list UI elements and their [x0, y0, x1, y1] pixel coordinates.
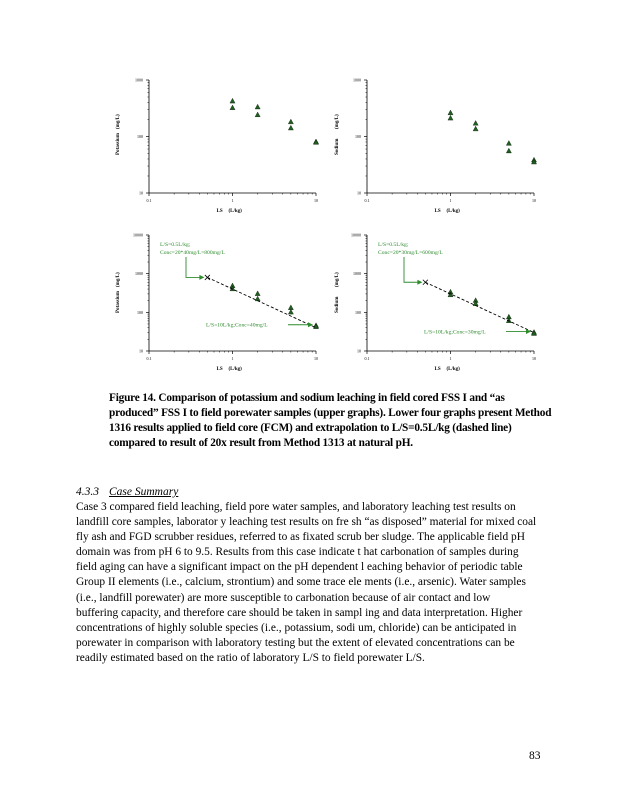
data-point	[255, 104, 260, 109]
data-point	[473, 126, 478, 131]
y-axis-label: Sodium	[335, 138, 340, 155]
caption-line: produced” FSS I to field porewater samples (upper graphs). Lower four graphs present Method	[109, 407, 552, 419]
chart-potassium-upper	[116, 78, 319, 215]
x-tick-label: 10	[314, 198, 318, 203]
x-axis-unit: (L/kg)	[228, 209, 242, 214]
annotation-ls-low: L/S=0.5L/kg;	[160, 242, 191, 248]
y-tick-label: 1000	[135, 77, 143, 83]
data-point	[448, 110, 453, 115]
annotation-ls-low: L/S=0.5L/kg;	[378, 242, 409, 248]
data-point	[473, 120, 478, 125]
x-tick-label: 0.1	[364, 356, 370, 361]
body-line: fly ash and FGD scrubber residues, referred to as fixated scrub ber sludge. The applicable field pH	[76, 531, 525, 544]
x-axis-unit: (L/kg)	[446, 367, 460, 372]
x-tick-label: 10	[314, 356, 318, 361]
data-point	[255, 112, 260, 117]
x-tick-label: 1	[231, 356, 234, 361]
data-point	[288, 119, 293, 124]
figure-caption	[109, 391, 557, 451]
data-point	[230, 98, 235, 103]
x-axis-label: LS	[216, 367, 223, 372]
chart-potassium-lower	[116, 233, 319, 373]
extrapolation-line	[425, 282, 534, 332]
y-tick-label: 10	[139, 190, 143, 196]
x-tick-label: 10	[532, 198, 536, 203]
y-axis-unit: (mg/L)	[335, 272, 340, 287]
x-tick-label: 10	[532, 356, 536, 361]
caption-line: Figure 14. Comparison of potassium and sodium leaching in field cored FSS I and “as	[109, 392, 505, 404]
data-point	[288, 305, 293, 310]
data-point	[255, 296, 260, 301]
x-axis-unit: (L/kg)	[228, 367, 242, 372]
body-line: porewater in comparison with laboratory testing but the extent of elevated concentrations can be	[76, 636, 515, 649]
y-axis-label: Potassium	[116, 291, 121, 313]
y-tick-label: 100	[137, 309, 143, 315]
data-point	[448, 115, 453, 120]
caption-line: compared to result of 20x result from Method 1313 at natural pH.	[109, 437, 413, 449]
body-paragraph	[76, 500, 556, 666]
data-point	[506, 141, 511, 146]
annotation-conc-low: Conc=20*40mg/L=800mg/L	[160, 250, 225, 256]
chart-sodium-upper	[335, 78, 537, 215]
body-line: concentrations of highly soluble species (i.e., potassium, sodi um, chloride) can be anticipated in	[76, 621, 517, 634]
annotation-arrowhead	[417, 280, 422, 285]
annotation-ls-high: L/S=10L/kg;Conc=30mg/L	[424, 329, 486, 336]
x-axis-label: LS	[434, 367, 441, 372]
body-line: (i.e., landfill porewater) are more susceptible to carbonation because of air contact and low	[76, 591, 491, 604]
y-tick-label: 10000	[351, 232, 361, 238]
page-number: 83	[529, 750, 541, 762]
y-tick-label: 10	[139, 348, 143, 354]
extrapolation-line	[207, 277, 316, 327]
body-line: readily estimated based on the ratio of laboratory L/S to field porewater L/S.	[76, 651, 425, 664]
chart-sodium-lower	[335, 233, 537, 373]
body-line: buffering capacity, and therefore care should be taken in sampl ing and data interpretation. Higher	[76, 606, 523, 619]
x-tick-label: 0.1	[146, 356, 152, 361]
caption-line: 1316 results applied to field core (FCM) and extrapolation to L/S=0.5L/kg (dashed line)	[109, 422, 512, 434]
x-axis-unit: (L/kg)	[446, 209, 460, 214]
y-axis-label: Sodium	[335, 296, 340, 313]
x-axis-label: LS	[434, 209, 441, 214]
y-tick-label: 100	[355, 134, 361, 139]
data-point	[313, 140, 318, 145]
y-tick-label: 10	[357, 190, 361, 196]
x-tick-label: 0.1	[146, 198, 152, 203]
data-point	[506, 148, 511, 153]
x-tick-label: 1	[449, 198, 452, 203]
annotation-ls-high: L/S=10L/kg;Conc=40mg/L	[206, 322, 268, 329]
annotation-arrowhead	[199, 275, 204, 280]
y-tick-label: 1000	[353, 77, 361, 83]
section-title: Case Summary	[109, 486, 179, 498]
y-tick-label: 100	[137, 134, 143, 139]
body-line: field aging can have a significant impact on the pH dependent l eaching behavior of periodic table	[76, 561, 523, 574]
body-line: Case 3 compared field leaching, field pore water samples, and laboratory leaching test results on	[76, 501, 516, 513]
data-point	[230, 105, 235, 110]
y-tick-label: 100	[355, 309, 361, 315]
y-tick-label: 1000	[353, 271, 361, 277]
y-tick-label: 1000	[135, 271, 143, 277]
y-tick-label: 10000	[133, 232, 143, 238]
x-tick-label: 1	[231, 198, 234, 203]
figure	[0, 0, 618, 390]
y-axis-label: Potassium	[116, 133, 121, 155]
body-line: Group II elements (i.e., calcium, strontium) and some trace ele ments (i.e., arsenic). Water samples	[76, 576, 526, 589]
annotation-arrowhead	[308, 322, 313, 327]
data-point	[255, 291, 260, 296]
annotation-arrowhead	[526, 329, 531, 334]
body-line: landfill core samples, laborator y leaching test results on fre sh “as disposed” material for mixed coal	[76, 516, 537, 529]
x-axis-label: LS	[216, 209, 223, 214]
body-line: domain was from pH 6 to 9.5. Results from this case indicate t hat carbonation of samples during	[76, 546, 519, 559]
y-axis-unit: (mg/L)	[116, 114, 121, 129]
section-number: 4.3.3	[76, 486, 99, 498]
annotation-arrow	[186, 257, 201, 277]
data-point	[288, 309, 293, 314]
y-axis-unit: (mg/L)	[335, 114, 340, 129]
y-axis-unit: (mg/L)	[116, 272, 121, 287]
annotation-arrow	[404, 257, 419, 282]
y-tick-label: 10	[357, 348, 361, 354]
annotation-conc-low: Conc=20*30mg/L=600mg/L	[378, 250, 443, 256]
section-heading	[76, 486, 178, 498]
x-tick-label: 1	[449, 356, 452, 361]
x-tick-label: 0.1	[364, 198, 370, 203]
data-point	[288, 125, 293, 130]
